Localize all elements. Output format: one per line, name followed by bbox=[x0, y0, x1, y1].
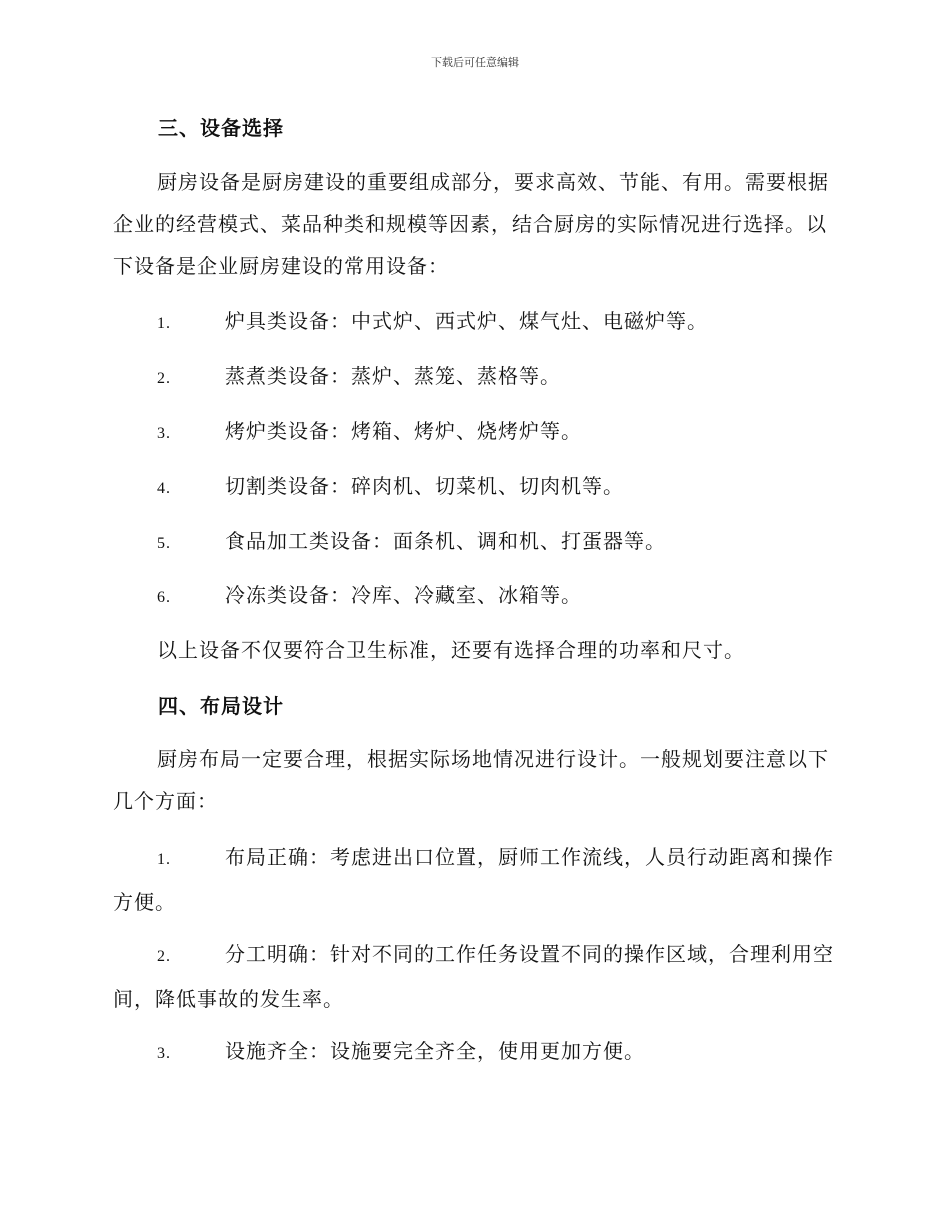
list-item bbox=[113, 300, 835, 345]
list-item-text: 设施齐全：设施要完全齐全，使用更加方便。 bbox=[225, 1039, 645, 1063]
list-item-number: 5. bbox=[157, 535, 171, 552]
layout-intro-paragraph: 厨房布局一定要合理，根据实际场地情况进行设计。一般规划要注意以下几个方面： bbox=[113, 747, 829, 813]
list-item-text: 布局正确：考虑进出口位置，厨师工作流线，人员行动距离和操作方便。 bbox=[113, 845, 834, 914]
list-item-number: 2. bbox=[157, 948, 171, 965]
list-item-number: 6. bbox=[157, 589, 171, 606]
list-item-number: 1. bbox=[157, 315, 171, 332]
list-item-text: 炉具类设备：中式炉、西式炉、煤气灶、电磁炉等。 bbox=[225, 309, 708, 333]
section-heading-layout: 四、布局设计 bbox=[158, 694, 284, 718]
list-item bbox=[113, 933, 835, 1020]
equipment-closing-paragraph: 以上设备不仅要符合卫生标准，还要有选择合理的功率和尺寸。 bbox=[157, 638, 745, 662]
list-item bbox=[113, 410, 835, 455]
section-heading-equipment: 三、设备选择 bbox=[158, 116, 284, 140]
list-item-number: 2. bbox=[157, 370, 171, 387]
list-item-number: 1. bbox=[157, 851, 171, 868]
list-item-text: 切割类设备：碎肉机、切菜机、切肉机等。 bbox=[225, 474, 624, 498]
equipment-intro-paragraph: 厨房设备是厨房建设的重要组成部分，要求高效、节能、有用。需要根据企业的经营模式、菜品种类和规模等因素，结合厨房的实际情况进行选择。以下设备是企业厨房建设的常用设备： bbox=[113, 170, 829, 278]
list-item-number: 3. bbox=[157, 425, 171, 442]
list-item bbox=[113, 520, 835, 565]
page-header: 下载后可任意编辑 bbox=[431, 56, 519, 69]
list-item bbox=[113, 836, 835, 923]
list-item-text: 食品加工类设备：面条机、调和机、打蛋器等。 bbox=[225, 529, 666, 553]
list-item bbox=[113, 355, 835, 400]
list-item bbox=[113, 1030, 835, 1075]
list-item-text: 蒸煮类设备：蒸炉、蒸笼、蒸格等。 bbox=[225, 364, 561, 388]
list-item bbox=[113, 574, 835, 619]
list-item-number: 4. bbox=[157, 480, 171, 497]
list-item-text: 冷冻类设备：冷库、冷藏室、冰箱等。 bbox=[225, 583, 582, 607]
list-item bbox=[113, 465, 835, 510]
list-item-number: 3. bbox=[157, 1045, 171, 1062]
list-item-text: 分工明确：针对不同的工作任务设置不同的操作区域，合理利用空间，降低事故的发生率。 bbox=[113, 942, 834, 1011]
list-item-text: 烤炉类设备：烤箱、烤炉、烧烤炉等。 bbox=[225, 419, 582, 443]
